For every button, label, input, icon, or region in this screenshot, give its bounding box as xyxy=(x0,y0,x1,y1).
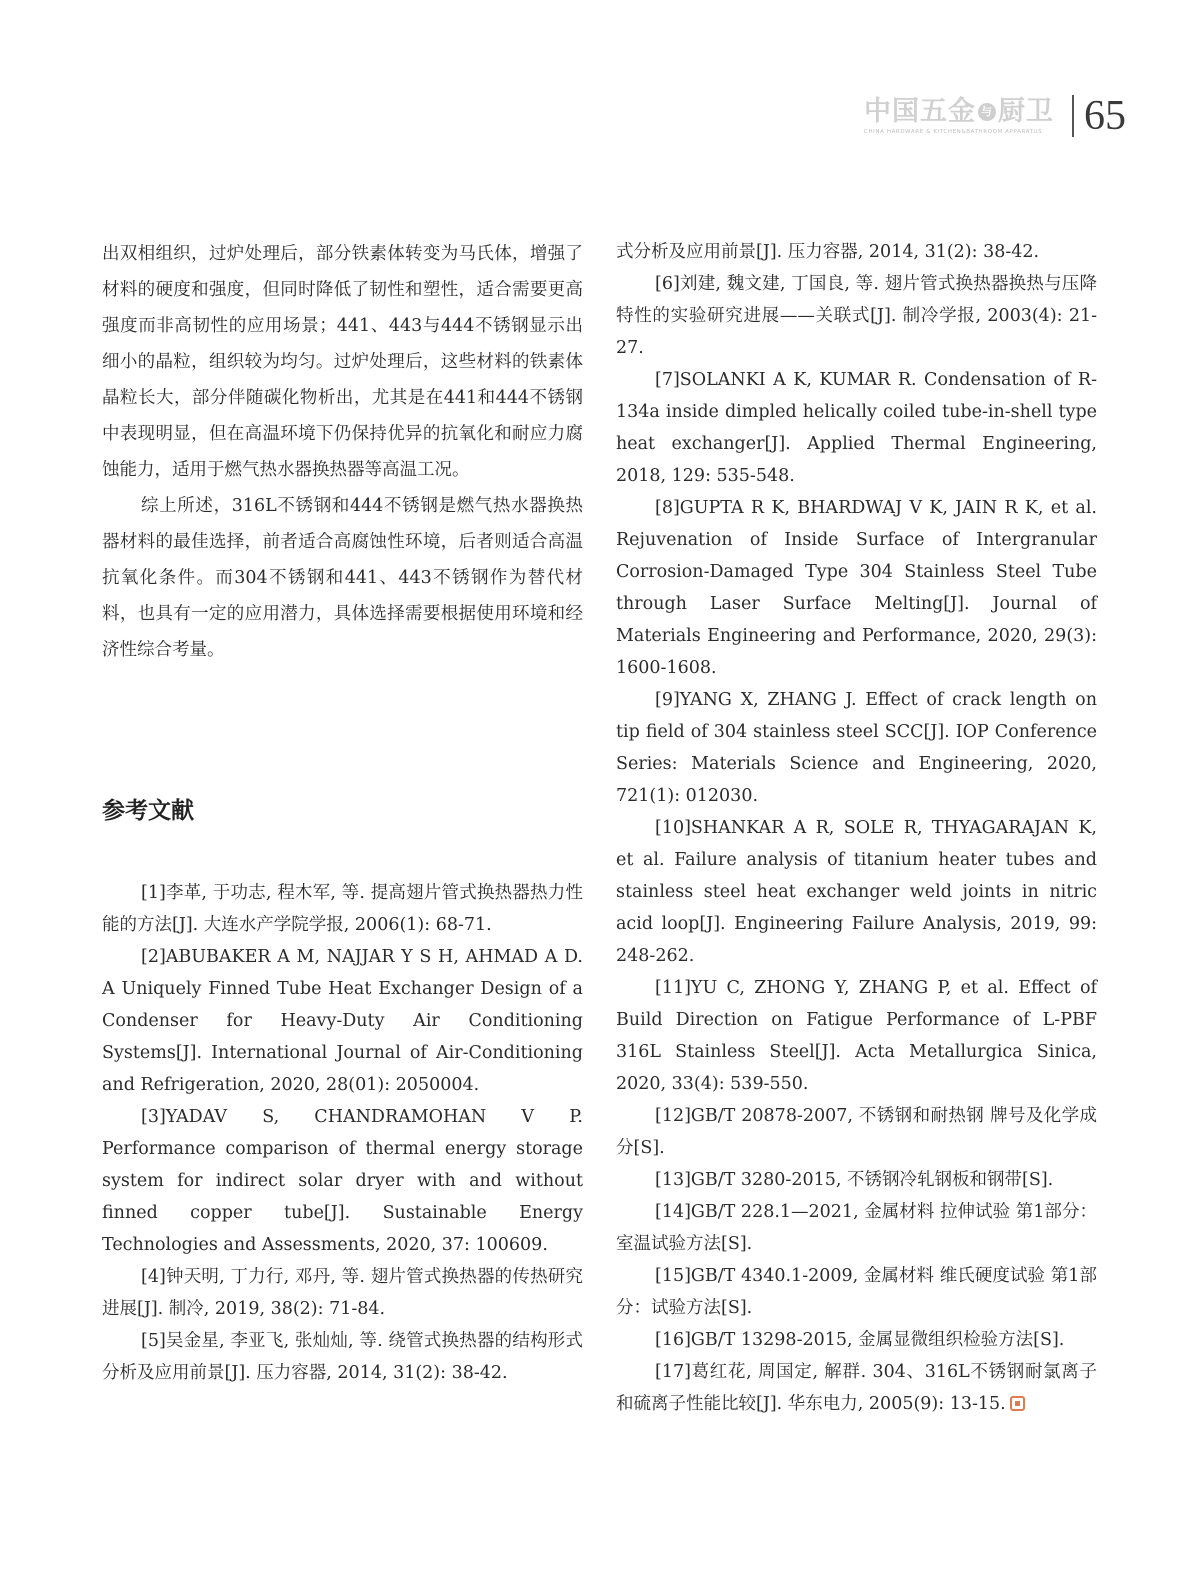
reference-item: [2]ABUBAKER A M, NAJJAR Y S H, AHMAD A D. A Uniquely Finned Tube Heat Exchanger Design of a Condenser for Heavy-Duty Air Conditioning Systems[J]. International Journal of Air-Conditioning and Refrigeration, 2020, 28(01): 2050004. xyxy=(102,947,583,1095)
body-paragraph: 出双相组织，过炉处理后，部分铁素体转变为马氏体，增强了材料的硬度和强度，但同时降低了韧性和塑性，适合需要更高强度而非高韧性的应用场景；441、443与444不锈钢显示出细小的晶粒，组织较为均匀。过炉处理后，这些材料的铁素体晶粒长大，部分伴随碳化物析出，尤其是在441和444不锈钢中表现明显，但在高温环境下仍保持优异的抗氧化和耐应力腐蚀能力，适用于燃气热水器换热器等高温工况。 xyxy=(102,244,583,480)
logo-cn-part-2: 厨卫 xyxy=(998,95,1054,127)
reference-item: [3]YADAV S, CHANDRAMOHAN V P. Performance comparison of thermal energy storage system for indirect solar dryer with and without finned copper tube[J]. Sustainable Energy Technologies and Assessments, 2020, 37: 100609. xyxy=(102,1107,583,1255)
reference-item: [16]GB/T 13298-2015, 金属显微组织检验方法[S]. xyxy=(655,1330,1065,1350)
references-heading: 参考文献 xyxy=(102,798,194,824)
reference-item: [1]李革, 于功志, 程木军, 等. 提高翅片管式换热器热力性能的方法[J]. 大连水产学院学报, 2006(1): 68-71. xyxy=(102,883,583,935)
reference-item: [10]SHANKAR A R, SOLE R, THYAGARAJAN K, et al. Failure analysis of titanium heater tubes and stainless steel heat exchanger weld joints in nitric acid loop[J]. Engineering Failure Analysis, 2019, 99: 248-262. xyxy=(616,818,1097,966)
reference-item: [12]GB/T 20878-2007, 不锈钢和耐热钢 牌号及化学成分[S]. xyxy=(616,1106,1097,1158)
logo-cn-part-1: 中国五金 xyxy=(864,95,976,127)
reference-item: [4]钟天明, 丁力行, 邓丹, 等. 翅片管式换热器的传热研究进展[J]. 制冷, 2019, 38(2): 71-84. xyxy=(102,1267,583,1319)
reference-item: [5]吴金星, 李亚飞, 张灿灿, 等. 绕管式换热器的结构形式分析及应用前景[J]. 压力容器, 2014, 31(2): 38-42. xyxy=(102,1331,583,1383)
reference-item: [8]GUPTA R K, BHARDWAJ V K, JAIN R K, et al. Rejuvenation of Inside Surface of Intergranular Corrosion-Damaged Type 304 Stainless Steel Tube through Laser Surface Melting[J]. Journal of Materials Engineering and Performance, 2020, 29(3): 1600-1608. xyxy=(616,498,1097,678)
logo-chinese xyxy=(864,97,1054,127)
reference-item: [14]GB/T 228.1—2021, 金属材料 拉伸试验 第1部分：室温试验方法[S]. xyxy=(616,1202,1097,1254)
reference-item: [11]YU C, ZHONG Y, ZHANG P, et al. Effect of Build Direction on Fatigue Performance of L-PBF 316L Stainless Steel[J]. Acta Metallurgica Sinica, 2020, 33(4): 539-550. xyxy=(616,978,1097,1094)
reference-item: [15]GB/T 4340.1-2009, 金属材料 维氏硬度试验 第1部分：试验方法[S]. xyxy=(616,1266,1097,1318)
article-end-icon xyxy=(1010,1396,1025,1411)
reference-continuation: 式分析及应用前景[J]. 压力容器, 2014, 31(2): 38-42. xyxy=(616,242,1040,262)
reference-text: [17]葛红花, 周国定, 解群. 304、316L不锈钢耐氯离子和硫离子性能比较[J]. 华东电力, 2005(9): 13-15. xyxy=(616,1362,1097,1414)
page-header xyxy=(864,92,1126,140)
magazine-logo xyxy=(864,97,1054,136)
body-paragraph: 综上所述，316L不锈钢和444不锈钢是燃气热水器换热器材料的最佳选择，前者适合高腐蚀性环境，后者则适合高温抗氧化条件。而304不锈钢和441、443不锈钢作为替代材料，也具有一定的应用潜力，具体选择需要根据使用环境和经济性综合考量。 xyxy=(102,496,583,660)
reference-item: [7]SOLANKI A K, KUMAR R. Condensation of R-134a inside dimpled helically coiled tube-in-shell type heat exchanger[J]. Applied Thermal Engineering, 2018, 129: 535-548. xyxy=(616,370,1097,486)
page-number: 65 xyxy=(1084,93,1126,139)
reference-item: [13]GB/T 3280-2015, 不锈钢冷轧钢板和钢带[S]. xyxy=(655,1170,1054,1190)
logo-english: CHINA HARDWARE & KITCHEN&BATHROOM APPARATUS xyxy=(864,128,1043,135)
left-column xyxy=(102,236,583,1383)
reference-item: [6]刘建, 魏文建, 丁国良, 等. 翅片管式换热器换热与压降特性的实验研究进展——关联式[J]. 制冷学报, 2003(4): 21-27. xyxy=(616,274,1097,358)
right-column xyxy=(616,236,1097,1420)
reference-item: [9]YANG X, ZHANG J. Effect of crack length on tip field of 304 stainless steel SCC[J]. IOP Conference Series: Materials Science and Engineering, 2020, 721(1): 012030. xyxy=(616,690,1097,806)
logo-cn-connector: 与 xyxy=(978,103,996,121)
header-divider xyxy=(1072,95,1074,137)
reference-item-last xyxy=(616,1356,1097,1420)
